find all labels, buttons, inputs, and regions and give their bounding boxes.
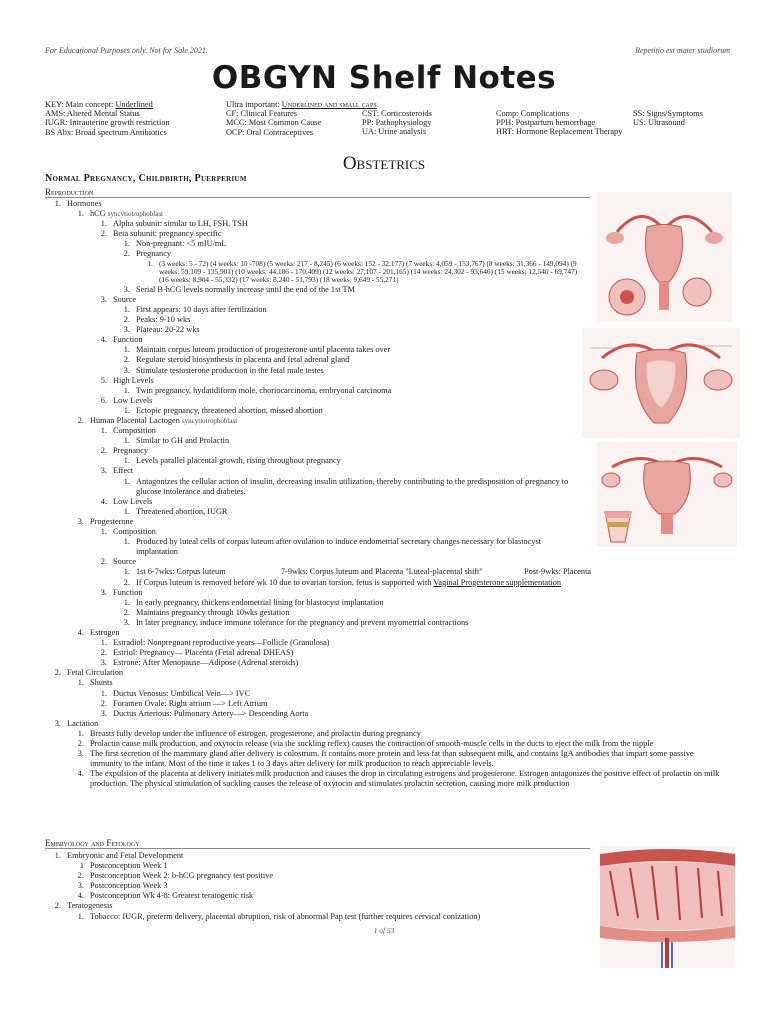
- key-col-5: [633, 109, 703, 127]
- list-item: 1. Composition: [100, 426, 156, 436]
- list-item: 4. The expulsion of the placenta at delivery initiates milk production and causes the drop in circulating estrogens and progesterone. Estrogen antagonizes the positive effect of prolactin on milk production. The physical stimulation of suckling causes the release of oxytocin and stimulates prolactin secretion, causing more milk production: [77, 769, 720, 789]
- list-item: 4. Function: [100, 335, 143, 345]
- list-item: 2. Maintains pregnancy through 10wks gestation: [123, 607, 290, 617]
- list-item: 3. Progesterone: [77, 516, 134, 526]
- list-item: 1. Antagonizes the cellular action of insulin, decreasing insulin utilization, thereby contributing to the predisposition of pregnancy to glucose intolerance and diabetes.: [123, 476, 569, 496]
- list-item: 3. Effect: [100, 466, 134, 476]
- list-item: 2. Prolactin cause milk production, and oxytocin release (via the suckling reflex) causes the contraction of smooth-muscle cells in the ducts to eject the milk from the nipple: [77, 739, 654, 748]
- key-item: PPH: Postpartum hemorrhage: [496, 118, 596, 128]
- key-underlined: Underlined: [115, 100, 153, 109]
- page-number: 1 of 53: [373, 926, 395, 935]
- key-item: Comp: Complications: [496, 109, 570, 118]
- list-item: 2. Fetal Circulation: [54, 668, 123, 678]
- key-label: Ultra important:: [226, 100, 282, 109]
- uterus-cross-section-figure: [597, 442, 737, 547]
- key-label: KEY: Main concept:: [45, 100, 116, 109]
- key-item: AMS: Altered Mental Status: [45, 109, 140, 119]
- list-item: 1. Twin pregnancy, hydatidiform mole, choriocarcinoma, embryonal carcinoma: [123, 385, 392, 395]
- key-item: BS Abx: Broad spectrum Antibiotics: [45, 127, 167, 137]
- list-item: 5. High Levels: [100, 375, 154, 385]
- list-item: 3. The first secretion of the mammary gland after delivery is colostrum. It contains more protein and less fat than subsequent milk, and contains IgA antibodies that impart some passive immunity to the infant. Most of the time it takes 1 to 3 days after delivery for milk production to reach appreciable levels.: [77, 749, 694, 769]
- list-item: 2. Regulate steroid biosynthesis in placenta and fetal adrenal gland: [123, 355, 350, 365]
- list-item: 3. Serial B-hCG levels normally increase until the end of the 1st TM: [123, 284, 355, 294]
- list-item: 3. Plateau: 20-22 wks: [123, 325, 200, 335]
- list-item: 1. Levels parallel placental growth, rising throughout pregnancy: [123, 456, 341, 466]
- list-item: 1. Breasts fully develop under the influence of estrogen, progesterone, and prolactin during pregnancy: [77, 728, 421, 738]
- list-item: 1. Ductus Venosus: Umbilical Vein—> IVC: [100, 688, 251, 698]
- header-left-note: For Educational Purposes only. Not for Sale 2021.: [45, 46, 208, 55]
- list-item: 2. Source: [100, 557, 137, 567]
- key-item: OCP: Oral Contraceptives: [226, 127, 314, 137]
- key-item: US: Ultrasound: [633, 118, 685, 128]
- list-item: 2. Teratogenesis: [54, 901, 113, 911]
- list-item: 4. Low Levels: [100, 496, 153, 506]
- list-item: 1. Shunts: [77, 678, 113, 688]
- key-item: SS: Signs/Symptoms: [633, 109, 703, 118]
- key-item: HRT: Hormone Replacement Therapy: [496, 127, 623, 137]
- list-item: 1. Threatened abortion, IUGR: [123, 506, 228, 516]
- category-embryology: Embryology and Fetology: [45, 838, 590, 849]
- list-item: 1 Postconception Week 1: [79, 861, 168, 871]
- list-item: 2. Beta subunit: pregnancy specific: [100, 229, 222, 239]
- list-item-weeks: 1. (3 weeks: 5 - 72) (4 weeks: 10 -708) (5 weeks: 217 - 8,245) (6 weeks: 152 - 32,177) (7 weeks: 4,059 - 153,767) (8 weeks: 31,366 - 149,094) (9 weeks: 59,109 - 135,901) (10 weeks: 44,186 - 170,409) (12 weeks: 27,107 - 201,165) (14 weeks: 24,302 - 93,646) (15 weeks: 12,540 - 69,747) (16 weeks: 8,904 - 55,332) (17 weeks: 8,240 - 51,793) (18 weeks: 9,649 - 55,271): [147, 258, 578, 285]
- list-item: 1. Alpha subunit: similar to LH, FSH, TSH: [100, 219, 248, 229]
- list-item: 1. Similar to GH and Prolactin: [123, 436, 230, 446]
- list-item: 4. Estrogen: [77, 627, 120, 637]
- key-item: UA: Urine analysis: [362, 127, 427, 137]
- uterus-anatomy-figure: [597, 192, 732, 322]
- list-item: 1. Hormones: [54, 199, 102, 208]
- list-item: 1. In early pregnancy, thickens endometrial lining for blastocyst implantation: [123, 597, 384, 607]
- key-col-2: [226, 100, 377, 137]
- list-item: 2. Postconception Week 2: b-hCG pregnancy test positive: [77, 871, 274, 881]
- list-item: 2. Peaks: 9-10 wks: [123, 315, 191, 325]
- list-item: 1. 1st 6-7wks: Corpus luteum 7-9wks: Corpus luteum and Placenta "Luteal-placental shift" Post-9wks: Placenta: [123, 567, 592, 577]
- list-item: 1. Estradiol: Nonpregnant reproductive years—Follicle (Granulosa): [100, 638, 330, 648]
- category-reproduction: Reproduction: [45, 187, 590, 198]
- key-col-1: [45, 100, 170, 137]
- list-item: 1. hCG syncytiotrophoblast: [77, 209, 163, 219]
- list-item: 3. Source: [100, 294, 137, 304]
- section-title: Obstetrics: [342, 153, 426, 174]
- key-item: PP: Pathophysiology: [362, 118, 432, 128]
- list-item: 3. Function: [100, 587, 143, 597]
- placenta-figure: [600, 846, 735, 968]
- list-item: 1. Produced by luteal cells of corpus luteum after ovulation to induce endometrial secretary changes necessary for blastocyst implantation: [123, 537, 542, 557]
- key-ultra-style: Underlined and small caps: [281, 100, 377, 109]
- list-item: 1. Maintain corpus luteum production of progesterone until placenta takes over: [123, 345, 391, 355]
- list-item: 1. Composition: [100, 527, 156, 537]
- list-item: 3. Ductus Arterious: Pulmonary Artery—> Descending Aorta: [100, 708, 309, 718]
- list-item: 1. Non-pregnant: <5 mIU/mL: [123, 239, 227, 249]
- list-item: 2. Pregnancy: [100, 446, 149, 456]
- key-col-3: [362, 109, 432, 137]
- list-item: 2. Pregnancy: [123, 249, 172, 259]
- page-title: OBGYN Shelf Notes: [211, 60, 557, 96]
- list-item: 4. Postconception Wk 4-8: Greatest teratogenic risk: [77, 891, 254, 901]
- key-item: CST: Corticosteroids: [362, 109, 432, 118]
- subsection-title: Normal Pregnancy, Childbirth, Puerperium: [45, 173, 247, 184]
- outline-embryology: [0, 851, 600, 922]
- list-item: 6. Low Levels: [100, 395, 153, 405]
- list-item: 1. Tobacco: IUGR, preterm delivery, placental abruption, risk of abnormal Pap test (further requires cervical conization): [77, 911, 481, 921]
- list-item: 2. Human Placental Lactogen syncytiotrophoblast: [77, 416, 238, 425]
- list-item: 2. Estriol: Pregnancy— Placenta (Fetal adrenal DHEAS): [100, 648, 294, 658]
- list-item: 3. Stimulate testosterone production in the fetal male testes: [123, 365, 324, 375]
- female-reproductive-tract-figure: [582, 328, 740, 438]
- key-item: IUGR: Intrauterine growth restriction: [45, 118, 170, 128]
- list-item: 1. Embryonic and Fetal Development: [54, 851, 184, 860]
- list-item: 1. Ectopic pregnancy, threatened abortion, missed abortion: [123, 405, 323, 415]
- list-item: 3. Postconception Week 3: [77, 881, 168, 891]
- list-item: 3. Lactation: [54, 718, 99, 728]
- key-col-4: [496, 109, 622, 137]
- header-right-note: Repetitio est mater studiorum: [635, 46, 730, 55]
- list-item: 3. Estrone: After Menopause—Adipose (Adrenal steroids): [100, 658, 299, 668]
- list-item: 3. In later pregnancy, induce immune tolerance for the pregnancy and prevent myometrial contractions: [123, 617, 469, 627]
- key-item: MCC: Most Common Cause: [226, 118, 322, 128]
- outline-reproduction: [0, 199, 720, 789]
- list-item: 2. If Corpus luteum is removed before wk 10 due to ovarian torsion, fetus is supported with Vaginal Progesterone supplementation: [123, 577, 561, 587]
- key-item: CF: Clinical Features: [226, 109, 297, 119]
- list-item: 1. First appears: 10 days after fertilization: [123, 304, 267, 314]
- list-item: 2. Foramen Ovale: Right atrium —> Left Atrium: [100, 698, 268, 708]
